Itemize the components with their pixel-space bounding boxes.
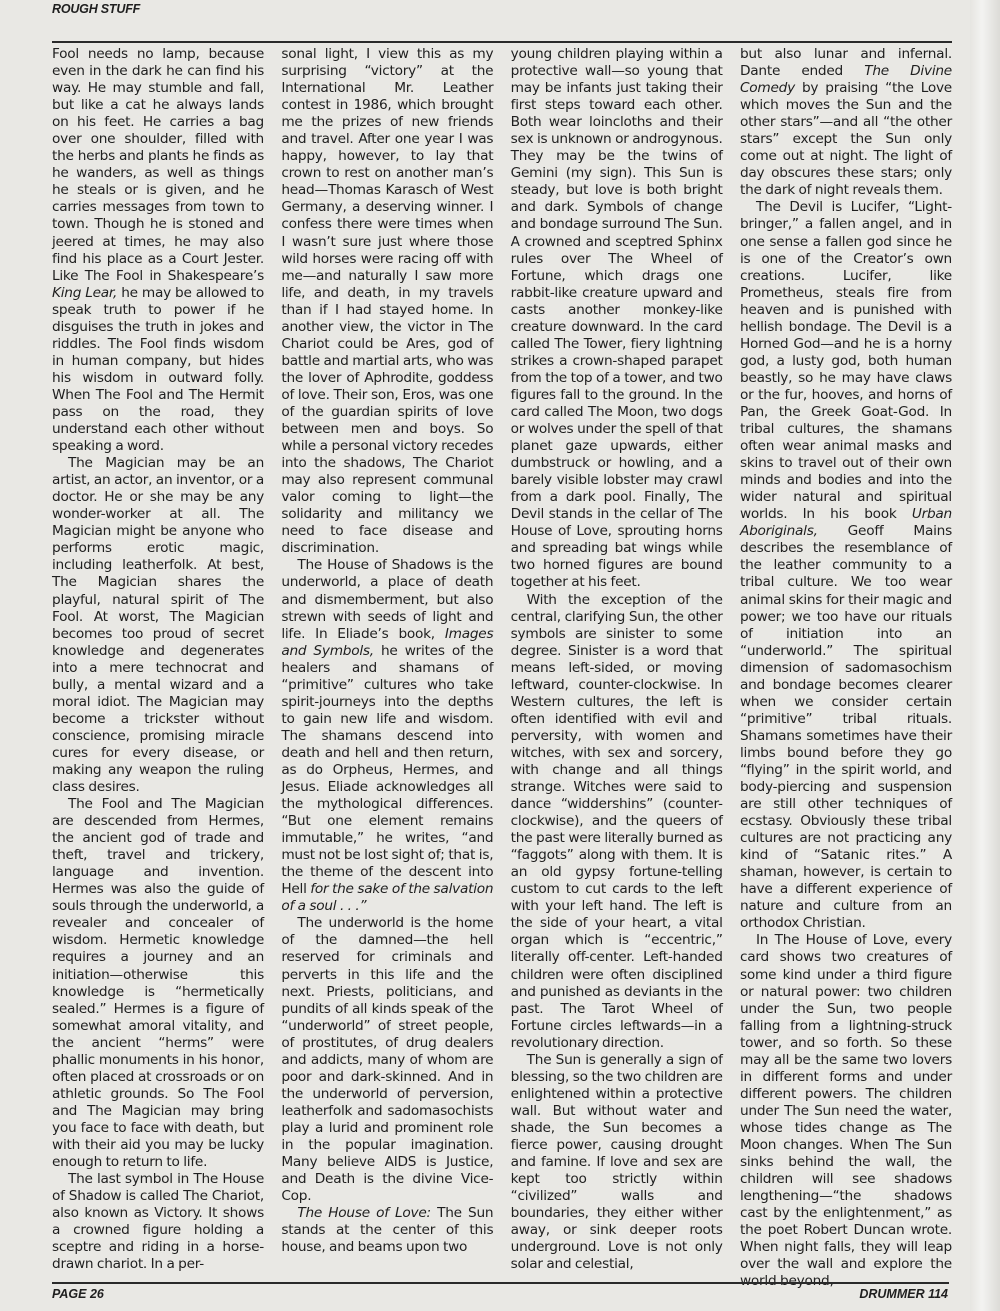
column-3 [511, 46, 723, 1278]
text-run: Fool needs no lamp, because even in the dark he can find his way. He may stumble and fall, but like a cat he always lands on his feet. He carries a bag over one shoulder, filled with the herbs and plants he finds as he wanders, as well as things he steals or is given, and he carries messages from town to town. Though he is stoned and jeered at times, he may also find his place as a Court Jester. Like The Fool in Shakespeare’s [52, 46, 264, 284]
text-run: he writes of the healers and shamans of “primitive” cultures who take spirit-journeys into the depths to gain new life and wisdom. The shamans descend into death and hell and then return, as do Orpheus, Hermes, and Jesus. Eliade acknowledges all the mythological differences. “But one element remains immutable,” he writes, “and must not be lost sight of; that is, the theme of the descent into Hell [281, 642, 494, 898]
paragraph: sonal light, I view this as my surprising “victory” at the International Mr. Leather contest in 1986, which brought me the prizes of new friends and travel. After one year I was happy, however, to lay that crown to rest on another man’s head—Thomas Karasch of West Germany, a deserving winner. I confess there were times when I wasn’t sure just where those wild horses were racing off with me—and naturally I saw more life, and death, in my travels than if I had stayed home. In another view, the victor in The Chariot could be Ares, god of battle and martial arts, who was the lover of Aphrodite, goddess of love. Their son, Eros, was one of the guardian spirits of love between men and boys. So while a personal victory recedes into the shadows, The Chariot may also represent communal valor coming to light—the solidarity and militancy we need to face disease and discrimination. [281, 46, 494, 557]
italic-title: The Divine Comedy [739, 63, 952, 97]
paragraph: In The House of Love, every card shows two creatures of some kind under a third figure or natural power: two children under the Sun, two people falling from a lightning-struck tower, and so forth. So these may all be the same two lovers in different forms and under different powers. The children under The Sun need the water, whose tides change as The Moon changes. When The Sun sinks behind the wall, the children will see shadows lengthening—“the shadows cast by the enlightenment,” as the poet Robert Duncan wrote. When night falls, they will leap over the wall and explore the [739, 932, 952, 1273]
italic-title: Images and Symbols, [281, 625, 494, 659]
text-run: by praising “the Love which moves the Sun and the other stars”—and all “the other stars” except the Sun only come out at night. The light of day obscures these stars; only the dark of night reveals them. [739, 80, 952, 199]
paragraph: With the exception of the central, clarifying Sun, the other symbols are sinister to some degree. Sinister is a word that means left-sided, or moving leftward, counter-clockwise. In Western cultures, the left is often identified with evil and perversity, with women and witches, with sex and sorcery, with change and all things strange. Witches were said to dance “widdershins” (counter-clockwise), and the queers of the past were literally burned as “faggots” along with them. It is an old gypsy fortune-telling custom to cut cards to the left with your left hand. The left is the side of your heart, a vital organ which is “eccentric,” literally off-center. Left-handed children were often disciplined and punished as deviants in the past. The Tarot Wheel of Fortune circles leftwards—in a revolutionary direction. [510, 591, 723, 1051]
paragraph: The last symbol in The House of Shadow is called The Chariot, also known as Victory. It shows a crowned figure holding a sceptre and riding in a horse-drawn chariot. In a per- [52, 1171, 264, 1273]
page-edge-shadow [970, 0, 1000, 1311]
paragraph [740, 46, 952, 199]
italic-title: King Lear, [52, 284, 118, 301]
paragraph: The Fool and The Magician are descended from Hermes, the ancient god of trade and theft, travel and trickery, language and invention. Hermes was also the guide of souls through the underworld, a revealer and concealer of wisdom. Hermetic knowledge requires a journey and an initiation—otherwise this knowledge is “hermetically sealed.” Hermes is a figure of somewhat amoral vitality, and the ancient “herms” were phallic monuments in his honor, often placed at crossroads or on athletic grounds. So The Fool and The Magician may bring you face to face with death, but with their aid you may be lucky enough to return to life. [52, 796, 264, 1171]
column-4 [740, 46, 952, 1278]
text-run: The House of Shadows is the underworld, a place of death and dismemberment, but also strewn with seeds of light and life. In Eliade’s book, [281, 557, 494, 642]
text-run: he may be allowed to speak truth to power if he disguises the truth in jokes and riddles. The Fool finds wisdom in human company, but hides his wisdom in outward folly. When The Fool and The Hermit pass on the road, they understand each other without speaking a word. [52, 284, 264, 455]
italic-title: Urban Aboriginals, [739, 506, 952, 540]
text-run: The Sun stands at the center of this house, and beams upon two [281, 1205, 494, 1256]
column-2 [281, 46, 493, 1278]
running-head: ROUGH STUFF [52, 2, 141, 16]
paragraph: The Sun is generally a sign of blessing, so the two children are enlightened within a protective wall. But without water and shade, the Sun becomes a fierce power, causing drought and famine. If love and sex are kept too strictly within “civilized” walls and boundaries, they either wither away, or sink deeper roots underground. Love is not only solar and celestial, [510, 1051, 723, 1273]
page-folio [52, 1287, 104, 1301]
text-run: The Devil is Lucifer, “Light-bringer,” a fallen angel, and in one sense a fallen god since he is one of the Creator’s own creations. Lucifer, like Prometheus, steals fire from heaven and is punished with hellish bondage. The Devil is a Horned God—and he is a horny god, a lusty god, both human beastly, so he may have claws or the fur, hooves, and horns of Pan, the Greek Goat-God. In tribal cultures, the shamans often wear animal masks and skins to travel out of their own minds and bodies and into the wider natural and spiritual worlds. In his book [739, 199, 952, 523]
paragraph: young children playing within a protective wall—so young that may be infants just taking their first steps toward each other. Both wear loincloths and their sex is unknown or androgynous. They may be the twins of Gemini (my sign). This Sun is steady, but love is both bright and dark. Symbols of change and bondage surround The Sun. A crowned and sceptred Sphinx rules over The Wheel of Fortune, which drags one rabbit-like creature upward and casts another monkey-like creature downward. In the card called The Tower, fiery lightning strikes a crown-shaped parapet from the top of a tower, and two figures fall to the ground. In the card called The Moon, two dogs or wolves under the spell of that planet gaze upwards, either dumbstruck or howling, and a barely visible lobster may crawl from a dark pool. Finally, The Devil stands in the cellar of The House of Love, sprouting horns and spreading bat wings while two horned figures are bound together at his feet. [510, 46, 723, 591]
page-number: 26 [89, 1287, 104, 1301]
paragraph [281, 557, 493, 915]
text-run: Geoff Mains describes the resemblance of the leather community to a tribal culture. We too wear animal skins for their magic and power; we too have our rituals of initiation into an “underworld.” The spiritual dimension of sadomasochism and bondage becomes clearer when we consider certain “primitive” tribal rituals. Shamans sometimes have their limbs bound before they go “flying” in the spirit world, and body-piercing and suspension are still other techniques of ecstasy. Obviously these tribal cultures are not practicing any kind of “Satanic rites.” A shaman, however, is certain to have a different experience of nature and culture from an orthodox Christian. [739, 523, 952, 932]
header-rule [52, 41, 952, 43]
article-body [52, 46, 952, 1278]
paragraph [740, 199, 952, 932]
column-1 [52, 46, 264, 1278]
paragraph [281, 1205, 493, 1256]
paragraph: The underworld is the home of the damned—the hell reserved for criminals and perverts in this life and the next. Priests, politicians, and pundits of all kinds speak of the “underworld” of street people, of prostitutes, of drug dealers and addicts, many of whom are poor and dark-skinned. And in the underworld of perversion, leatherfolk and sadomasochists play a lurid and prominent role in the popular imagination. Many believe AIDS is Justice, and Death is the divine Vice-Cop. [281, 915, 494, 1205]
section-lead: The House of Love: [297, 1205, 431, 1222]
footer-rule [52, 1282, 949, 1284]
page-label: PAGE [52, 1287, 90, 1301]
issue-folio: DRUMMER 114 [859, 1287, 948, 1301]
paragraph [52, 46, 264, 455]
text-run: but also lunar and infernal. Dante ended [739, 46, 952, 80]
paragraph: The Magician may be an artist, an actor, an inventor, or a doctor. He or she may be any wonder-worker at all. The Magician might be anyone who performs erotic magic, including leatherfolk. At best, The Magician shares the playful, natural spirit of The Fool. At worst, The Magician becomes too proud of secret knowledge and degenerates into a mere technocrat and bully, a mental wizard and a moral idiot. The Magician may become a trickster without conscience, promising miracle cures for every disease, or making any weapon the ruling class desires. [52, 455, 264, 796]
italic-quote: for the sake of the salvation of a soul . . .” [281, 881, 494, 915]
